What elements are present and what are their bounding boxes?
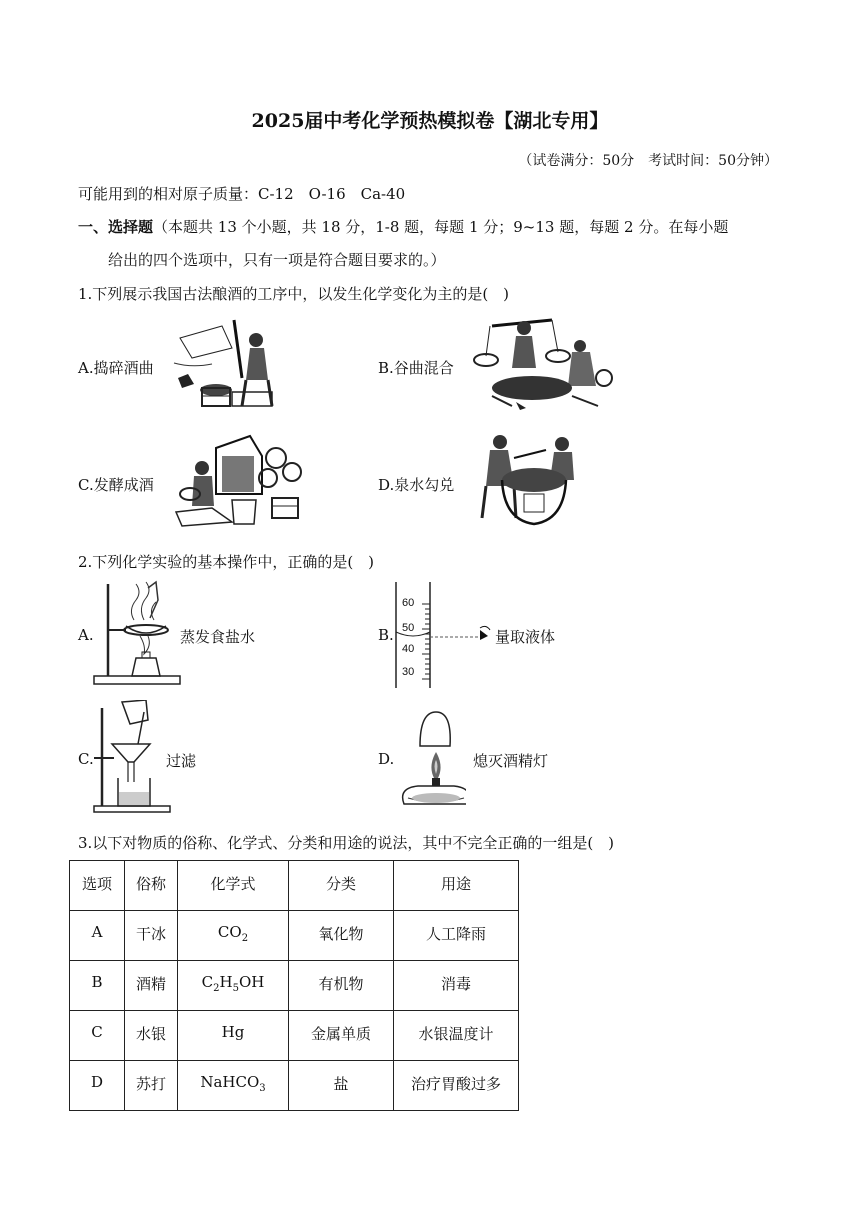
section-heading: 一、选择题 <box>78 218 154 236</box>
section-desc-1: （本题共 13 个小题，共 18 分，1-8 题，每题 1 分；9~13 题，每题 2 分。在每小题 <box>153 218 729 236</box>
q2-option-d-label: 熄灭酒精灯 <box>473 752 549 770</box>
cylinder-tick-30: 30 <box>402 666 415 678</box>
question-3-stem: 3.以下对物质的俗称、化学式、分类和用途的说法，其中不完全正确的一组是( ) <box>78 834 615 852</box>
header-use: 用途 <box>394 861 519 911</box>
q2-option-c-letter: C. <box>78 750 94 768</box>
crushing-yeast-illustration <box>172 318 280 410</box>
cell-name: 苏打 <box>125 1061 178 1111</box>
q2-option-b-label: 量取液体 <box>495 628 556 646</box>
cell-use: 水银温度计 <box>394 1011 519 1061</box>
cell-use: 消毒 <box>394 961 519 1011</box>
exam-info: （试卷满分：50分 考试时间：50分钟） <box>518 153 778 169</box>
header-formula: 化学式 <box>178 861 289 911</box>
cylinder-tick-60: 60 <box>402 597 415 609</box>
substance-table <box>69 860 519 1111</box>
cell-use: 治疗胃酸过多 <box>394 1061 519 1111</box>
cell-name: 酒精 <box>125 961 178 1011</box>
table-row <box>70 961 519 1011</box>
mixing-grain-yeast-illustration <box>472 316 618 412</box>
q2-option-c-label: 过滤 <box>166 752 197 770</box>
cell-formula: NaHCO$_3$ <box>178 1061 289 1111</box>
cell-formula: $CO_2$ <box>178 911 289 961</box>
header-common-name: 俗称 <box>125 861 178 911</box>
cell-class: 金属单质 <box>289 1011 394 1061</box>
q1-option-d: D.泉水勾兑 <box>378 476 455 494</box>
q1-option-c: C.发酵成酒 <box>78 476 154 494</box>
q1-option-b: B.谷曲混合 <box>378 359 454 377</box>
cell-option: D <box>70 1061 125 1111</box>
table-row <box>70 1011 519 1061</box>
cell-formula: Hg <box>178 1011 289 1061</box>
q2-option-a-letter: A. <box>78 626 94 644</box>
question-1-stem: 1.下列展示我国古法酿酒的工序中，以发生化学变化为主的是( ) <box>78 285 510 303</box>
cell-formula: $C_2H_5OH$ <box>178 961 289 1011</box>
alcohol-lamp-apparatus <box>394 708 466 810</box>
cell-name: 水银 <box>125 1011 178 1061</box>
filtration-apparatus <box>92 700 176 816</box>
q2-option-d-letter: D. <box>378 750 395 768</box>
cell-name: 干冰 <box>125 911 178 961</box>
page-title: 2025届中考化学预热模拟卷【湖北专用】 <box>251 110 609 132</box>
section-heading-line <box>78 216 728 237</box>
cylinder-tick-40: 40 <box>402 643 415 655</box>
atomic-masses: 可能用到的相对原子质量：C-12 O-16 Ca-40 <box>78 185 406 203</box>
fermentation-illustration <box>172 434 306 530</box>
blending-spring-water-illustration <box>470 430 584 530</box>
cell-class: 有机物 <box>289 961 394 1011</box>
header-class: 分类 <box>289 861 394 911</box>
cell-class: 盐 <box>289 1061 394 1111</box>
header-option: 选项 <box>70 861 125 911</box>
cylinder-tick-50: 50 <box>402 622 415 634</box>
table-row <box>70 911 519 961</box>
cell-use: 人工降雨 <box>394 911 519 961</box>
question-2-stem: 2.下列化学实验的基本操作中，正确的是( ) <box>78 553 375 571</box>
table-row <box>70 1061 519 1111</box>
cell-option: C <box>70 1011 125 1061</box>
q1-option-a: A.捣碎酒曲 <box>78 359 154 377</box>
cell-class: 氧化物 <box>289 911 394 961</box>
table-header-row <box>70 861 519 911</box>
q2-option-b-letter: B. <box>378 626 394 644</box>
q2-option-a-label: 蒸发食盐水 <box>180 628 256 646</box>
cell-option: A <box>70 911 125 961</box>
evaporation-apparatus <box>92 580 188 690</box>
section-desc-2: 给出的四个选项中，只有一项是符合题目要求的。） <box>108 251 446 269</box>
cell-option: B <box>70 961 125 1011</box>
